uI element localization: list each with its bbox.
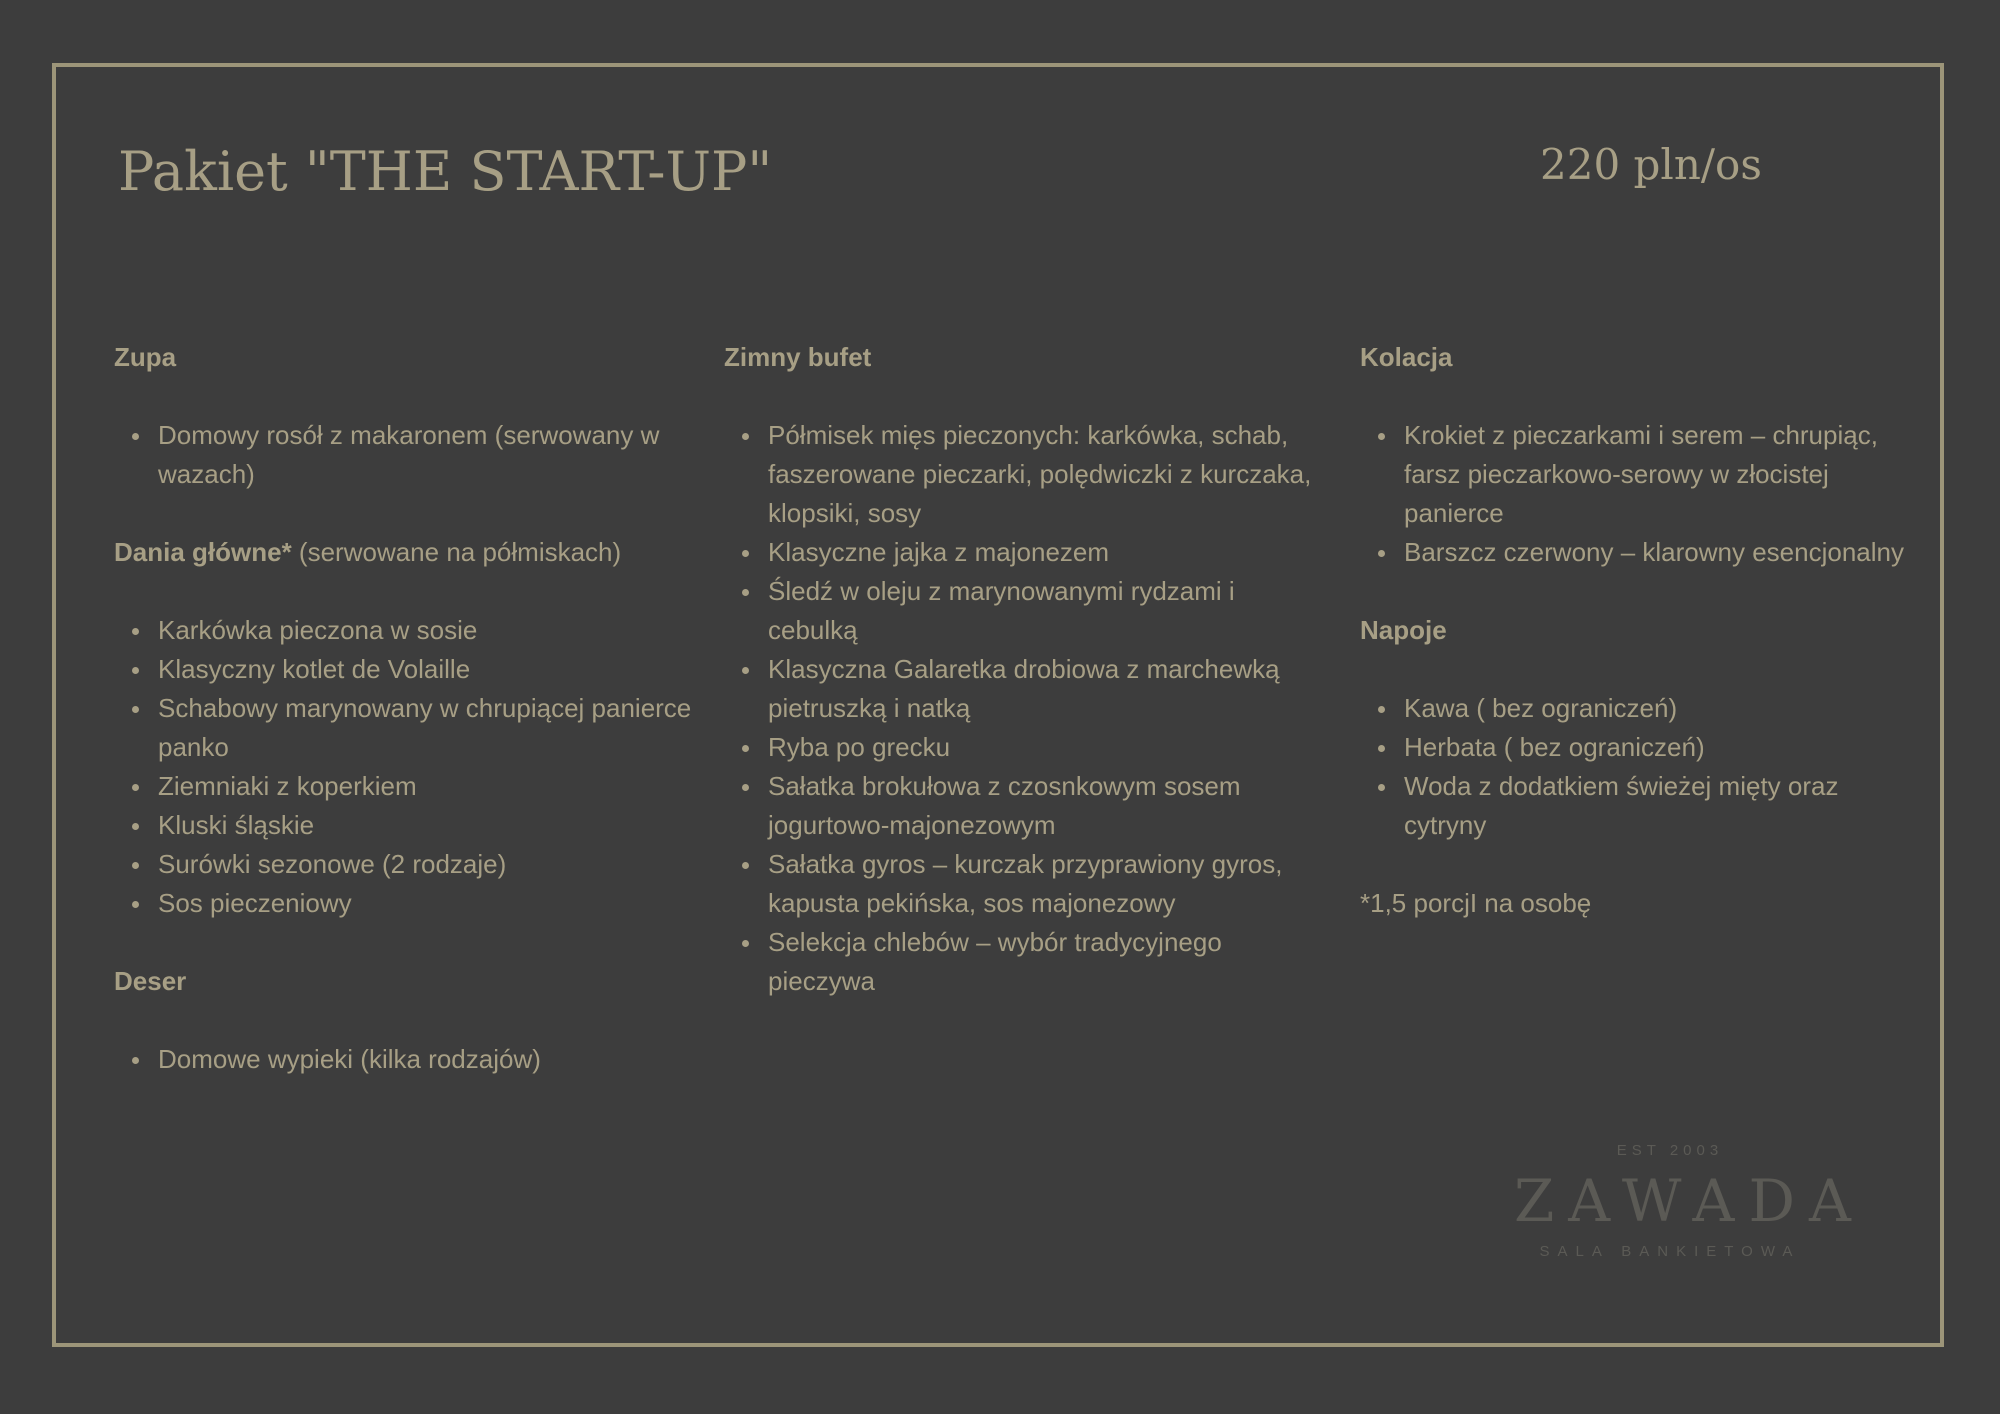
list-dania: [114, 611, 694, 923]
price-label: 220 pln/os: [1540, 140, 1762, 189]
list-item: Klasyczna Galaretka drobiowa z marchewką pietruszką i natką: [768, 650, 1324, 728]
list-item: Półmisek mięs pieczonych: karkówka, schab, faszerowane pieczarki, polędwiczki z kurczaka, klopsiki, sosy: [768, 416, 1324, 533]
section-title-bufet: Zimny bufet: [724, 342, 872, 372]
list-item: Kawa ( bez ograniczeń): [1404, 689, 1920, 728]
list-item: Śledź w oleju z marynowanymi rydzami i cebulką: [768, 572, 1324, 650]
page-title: Pakiet "THE START-UP": [118, 140, 773, 203]
list-item: Domowy rosół z makaronem (serwowany w wazach): [158, 416, 694, 494]
logo-name: ZAWADA: [1514, 1167, 1865, 1235]
list-item: Sałatka brokułowa z czosnkowym sosem jogurtowo-majonezowym: [768, 767, 1324, 845]
menu-column-2: [724, 338, 1324, 1040]
list-item: Domowe wypieki (kilka rodzajów): [158, 1040, 694, 1079]
footnote: *1,5 porcjI na osobę: [1360, 888, 1592, 918]
list-item: Woda z dodatkiem świeżej mięty oraz cytryny: [1404, 767, 1920, 845]
menu-column-3: [1360, 338, 1920, 923]
list-zupa: [114, 416, 694, 494]
list-item: Karkówka pieczona w sosie: [158, 611, 694, 650]
list-item: Klasyczne jajka z majonezem: [768, 533, 1324, 572]
list-napoje: [1360, 689, 1920, 845]
list-item: Kluski śląskie: [158, 806, 694, 845]
section-title-zupa: Zupa: [114, 342, 177, 372]
list-item: Sos pieczeniowy: [158, 884, 694, 923]
list-item: Krokiet z pieczarkami i serem – chrupiąc, farsz pieczarkowo-serowy w złocistej panierce: [1404, 416, 1920, 533]
list-item: Ryba po grecku: [768, 728, 1324, 767]
section-title-dania: [114, 533, 694, 572]
zawada-logo: [1500, 1140, 1865, 1264]
menu-column-1: [114, 338, 694, 1118]
list-item: Selekcja chlebów – wybór tradycyjnego pieczywa: [768, 923, 1324, 1001]
list-item: Ziemniaki z koperkiem: [158, 767, 694, 806]
section-title-napoje: Napoje: [1360, 615, 1447, 645]
section-title-kolacja: Kolacja: [1360, 342, 1453, 372]
list-item: Surówki sezonowe (2 rodzaje): [158, 845, 694, 884]
list-item: Klasyczny kotlet de Volaille: [158, 650, 694, 689]
logo-est: EST 2003: [1616, 1142, 1724, 1159]
section-title-dania-label: Dania główne*: [114, 537, 292, 567]
list-deser: [114, 1040, 694, 1079]
list-item: Herbata ( bez ograniczeń): [1404, 728, 1920, 767]
list-item: Schabowy marynowany w chrupiącej panierce panko: [158, 689, 694, 767]
section-title-deser: Deser: [114, 966, 187, 996]
list-kolacja: [1360, 416, 1920, 572]
logo-sub: SALA BANKIETOWA: [1539, 1243, 1801, 1260]
list-bufet: [724, 416, 1324, 1001]
section-note-dania: (serwowane na półmiskach): [291, 537, 622, 567]
list-item: Sałatka gyros – kurczak przyprawiony gyros, kapusta pekińska, sos majonezowy: [768, 845, 1324, 923]
list-item: Barszcz czerwony – klarowny esencjonalny: [1404, 533, 1920, 572]
